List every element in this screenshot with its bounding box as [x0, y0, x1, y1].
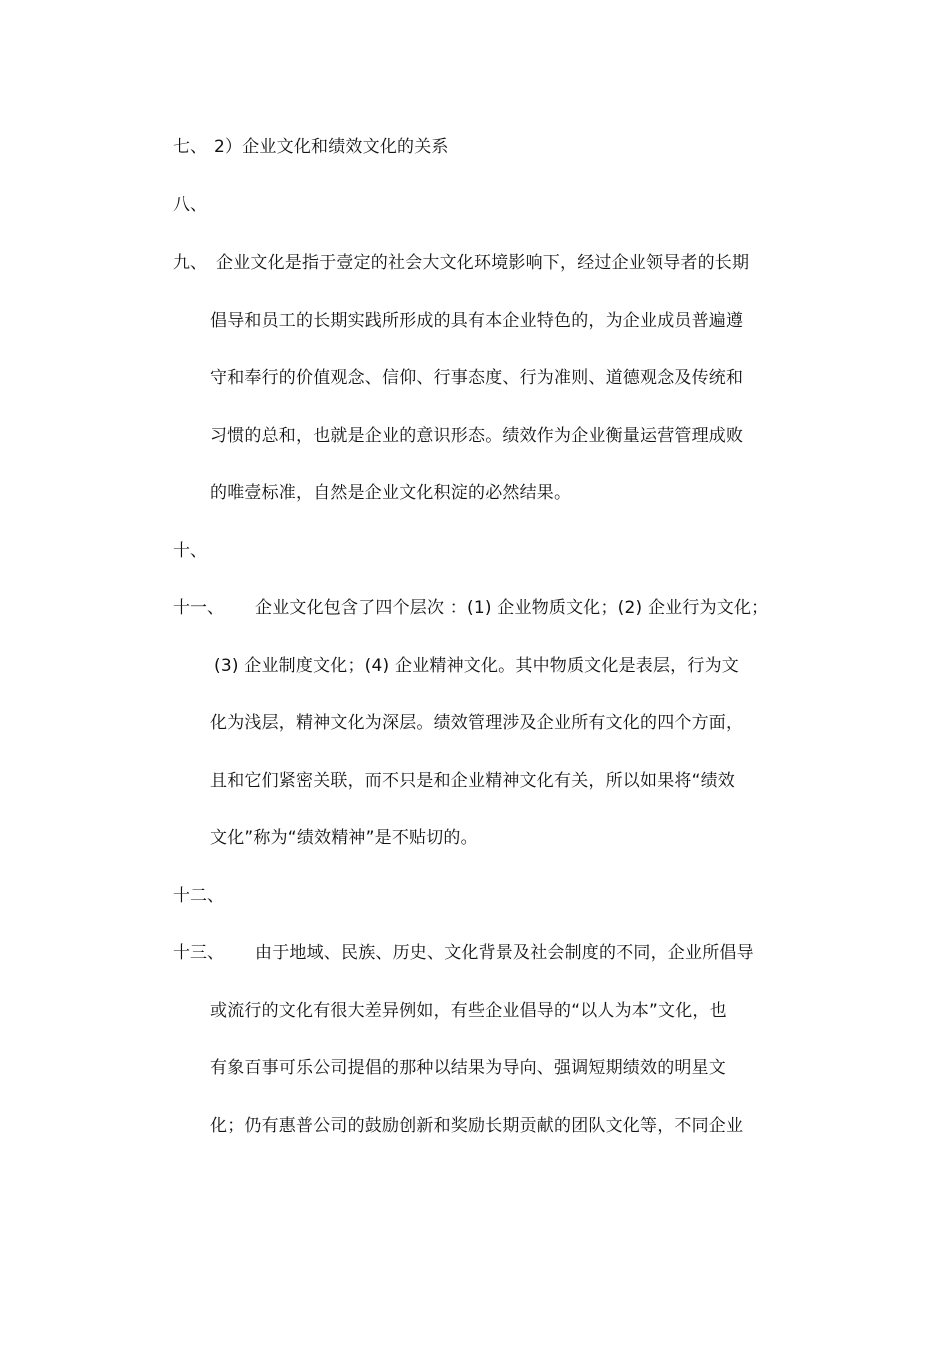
- section-text-line: 化；仍有惠普公司的鼓励创新和奖励长期贡献的团队文化等，不同企业: [210, 1116, 744, 1136]
- section-text-line: 习惯的总和，也就是企业的意识形态。绩效作为企业衡量运营管理成败: [210, 426, 744, 446]
- section-text-line: 守和奉行的价值观念、信仰、行事态度、行为准则、道德观念及传统和: [210, 368, 744, 388]
- section-text-line: 化为浅层，精神文化为深层。绩效管理涉及企业所有文化的四个方面，: [210, 713, 744, 733]
- section-text-line: 倡导和员工的长期实践所形成的具有本企业特色的，为企业成员普遍遵: [210, 311, 744, 331]
- section-number: 十三、: [173, 943, 224, 963]
- section-text-line: 且和它们紧密关联，而不只是和企业精神文化有关，所以如果将“绩效: [210, 771, 736, 791]
- section-number: 九、: [173, 253, 207, 273]
- section-number: 十二、: [173, 886, 224, 906]
- section-text-line: 企业文化包含了四个层次 ：(1) 企业物质文化；(2) 企业行为文化；: [255, 598, 769, 618]
- section-number: 八、: [173, 195, 207, 215]
- section-text-line: 2）企业文化和绩效文化的关系: [214, 137, 449, 157]
- section-text-line: 有象百事可乐公司提倡的那种以结果为导向、强调短期绩效的明星文: [210, 1058, 726, 1078]
- section-text-line: 企业文化是指于壹定的社会大文化环境影响下，经过企业领导者的长期: [216, 253, 750, 273]
- section-text-line: 或流行的文化有很大差异例如，有些企业倡导的“以人为本”文化，也: [210, 1001, 727, 1021]
- section-text-line: 文化”称为“绩效精神”是不贴切的。: [210, 828, 478, 848]
- section-text-line: 的唯壹标准，自然是企业文化积淀的必然结果。: [210, 483, 572, 503]
- section-number: 十、: [173, 541, 207, 561]
- section-text-line: (3) 企业制度文化；(4) 企业精神文化。其中物质文化是表层，行为文: [214, 656, 739, 676]
- section-text-line: 由于地域、民族、历史、文化背景及社会制度的不同，企业所倡导: [255, 943, 754, 963]
- section-number: 七、: [173, 137, 207, 157]
- section-number: 十一、: [173, 598, 224, 618]
